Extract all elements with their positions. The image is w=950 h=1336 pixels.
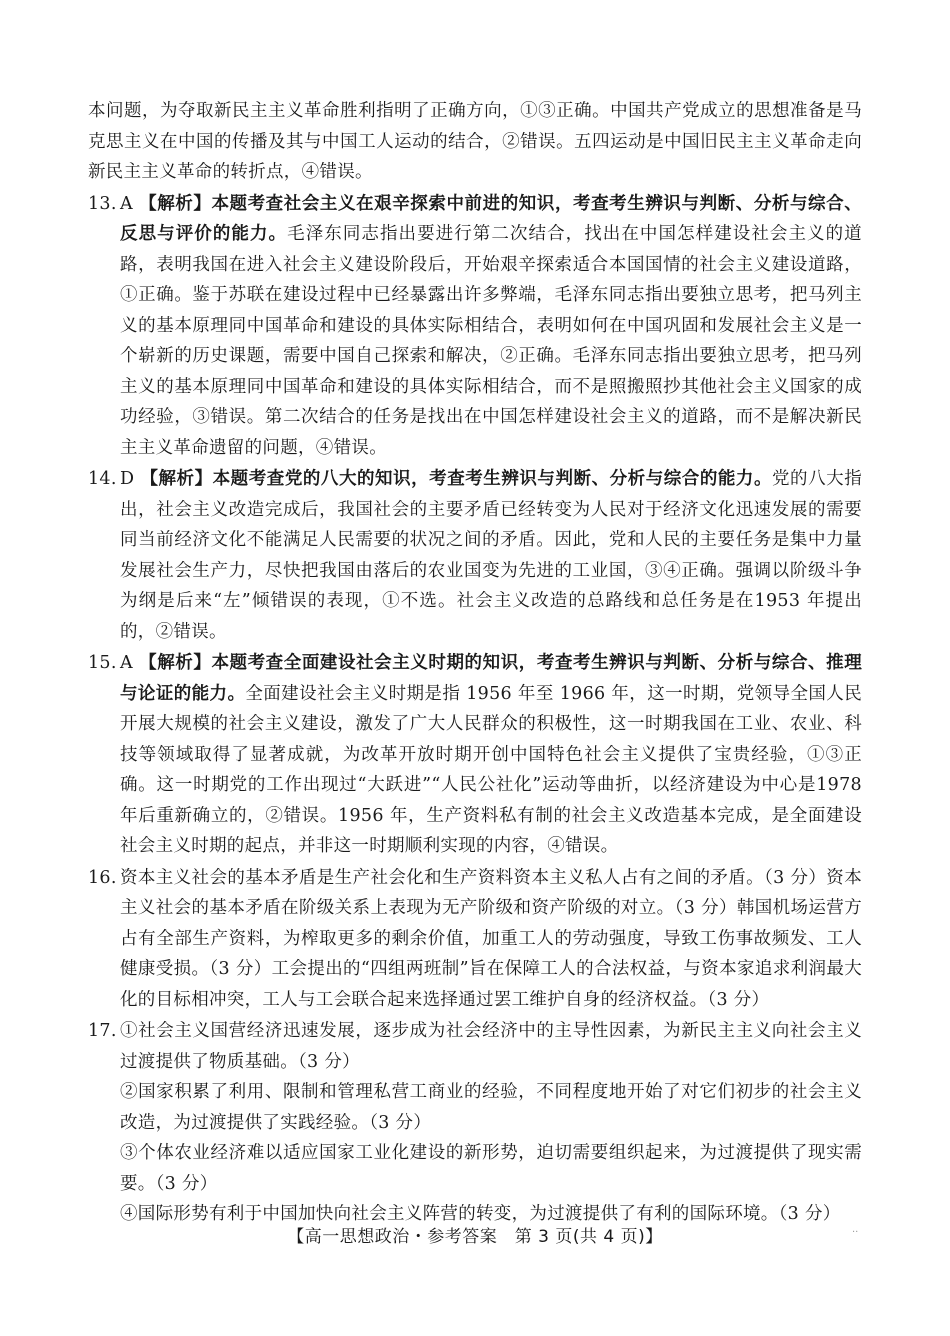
answer-15 [88, 648, 862, 862]
analysis-tag: 【解析】 [140, 469, 213, 489]
answer-letter: A [120, 193, 133, 214]
question-number: 13. [88, 193, 117, 214]
analysis-summary: 本题考查社会主义在艰辛探索中前进的知识，考查考生辨识与判断、分析与综合、反思与评价的能力。 [120, 193, 863, 244]
answer-point: ②国家积累了利用、限制和管理私营工商业的经验，不同程度地开始了对它们初步的社会主义改造，为过渡提供了实践经验。（3 分） [120, 1082, 862, 1133]
analysis-summary: 本题考查党的八大的知识，考查考生辨识与判断、分析与综合的能力。 [212, 469, 773, 489]
question-number: 17. [88, 1021, 117, 1041]
answer-letter: A [120, 653, 133, 673]
analysis-tag: 【解析】 [139, 193, 212, 214]
question-number: 14. [88, 469, 117, 489]
answer-14 [88, 464, 862, 647]
analysis-summary: 本题考查全面建设社会主义时期的知识，考查考生辨识与判断、分析与综合、推理与论证的能力。 [120, 653, 863, 704]
answer-text: 资本主义社会的基本矛盾是生产社会化和生产资料资本主义私人占有之间的矛盾。（3 分）资本主义社会的基本矛盾在阶级关系上表现为无产阶级和资产阶级的对立。（3 分）韩国机场运营方占有全部生产资料，为榨取更多的剩余价值，加重工人的劳动强度，导致工伤事故频发、工人健康受损。（3 分）工会提出的“四组两班制”旨在保障工人的合法权益，与资本家追求利润最大化的目标相冲突，工人与工会联合起来选择通过罢工维护自身的经济权益。（3 分） [120, 867, 862, 1010]
analysis-text: 全面建设社会主义时期是指 1956 年至 1966 年，这一时期，党领导全国人民开展大规模的社会主义建设，激发了广大人民群众的积极性，这一时期我国在工业、农业、科技等领域取得了显著成就，为改革开放时期开创中国特色社会主义提供了宝贵经验，①③正确。这一时期党的工作出现过“大跃进”“人民公社化”运动等曲折，以经济建设为中心是1978 年后重新确立的，②错误。1956 年，生产资料私有制的社会主义改造基本完成，是全面建设社会主义时期的起点，并非这一时期顺利实现的内容，④错误。 [120, 683, 862, 856]
answer-point: ④国际形势有利于中国加快向社会主义阵营的转变，为过渡提供了有利的国际环境。（3 分） [120, 1204, 841, 1224]
analysis-tag: 【解析】 [139, 653, 212, 673]
page-footer: 【高一思想政治・参考答案 第 3 页(共 4 页)】 [287, 1227, 663, 1247]
answer-content [88, 96, 862, 1230]
answer-13 [88, 189, 862, 464]
question-number: 16. [88, 867, 117, 888]
analysis-text: 毛泽东同志指出要进行第二次结合，找出在中国怎样建设社会主义的道路，表明我国在进入社会主义建设阶段后，开始艰辛探索适合本国国情的社会主义建设道路，①正确。鉴于苏联在建设过程中已经暴露出许多弊端，毛泽东同志指出要独立思考，把马列主义的基本原理同中国革命和建设的具体实际相结合，表明如何在中国巩固和发展社会主义是一个崭新的历史课题，需要中国自己探索和解决，②正确。毛泽东同志指出要独立思考，把马列主义的基本原理同中国革命和建设的具体实际相结合，而不是照搬照抄其他社会主义国家的成功经验，③错误。第二次结合的任务是找出在中国怎样建设社会主义的道路，而不是解决新民主主义革命遗留的问题，④错误。 [120, 224, 862, 458]
answer-point: ③个体农业经济难以适应国家工业化建设的新形势，迫切需要组织起来，为过渡提供了现实需要。（3 分） [120, 1143, 862, 1194]
answer-16 [88, 863, 862, 1016]
answer-point: ①社会主义国营经济迅速发展，逐步成为社会经济中的主导性因素，为新民主主义向社会主义过渡提供了物质基础。（3 分） [120, 1021, 862, 1072]
answer-letter: D [120, 469, 135, 489]
intro-paragraph: 本问题，为夺取新民主主义革命胜利指明了正确方向，①③正确。中国共产党成立的思想准备是马克思主义在中国的传播及其与中国工人运动的结合，②错误。五四运动是中国旧民主主义革命走向新民主主义革命的转折点，④错误。 [88, 101, 862, 182]
corner-mark: ·· [852, 1227, 859, 1238]
answer-17 [88, 1016, 862, 1230]
question-number: 15. [88, 653, 117, 673]
analysis-text: 党的八大指出，社会主义改造完成后，我国社会的主要矛盾已经转变为人民对于经济文化迅速发展的需要同当前经济文化不能满足人民需要的状况之间的矛盾。因此，党和人民的主要任务是集中力量发展社会生产力，尽快把我国由落后的农业国变为先进的工业国，③④正确。强调以阶级斗争为纲是后来“左”倾错误的表现，①不选。社会主义改造的总路线和总任务是在1953 年提出的，②错误。 [120, 469, 862, 642]
